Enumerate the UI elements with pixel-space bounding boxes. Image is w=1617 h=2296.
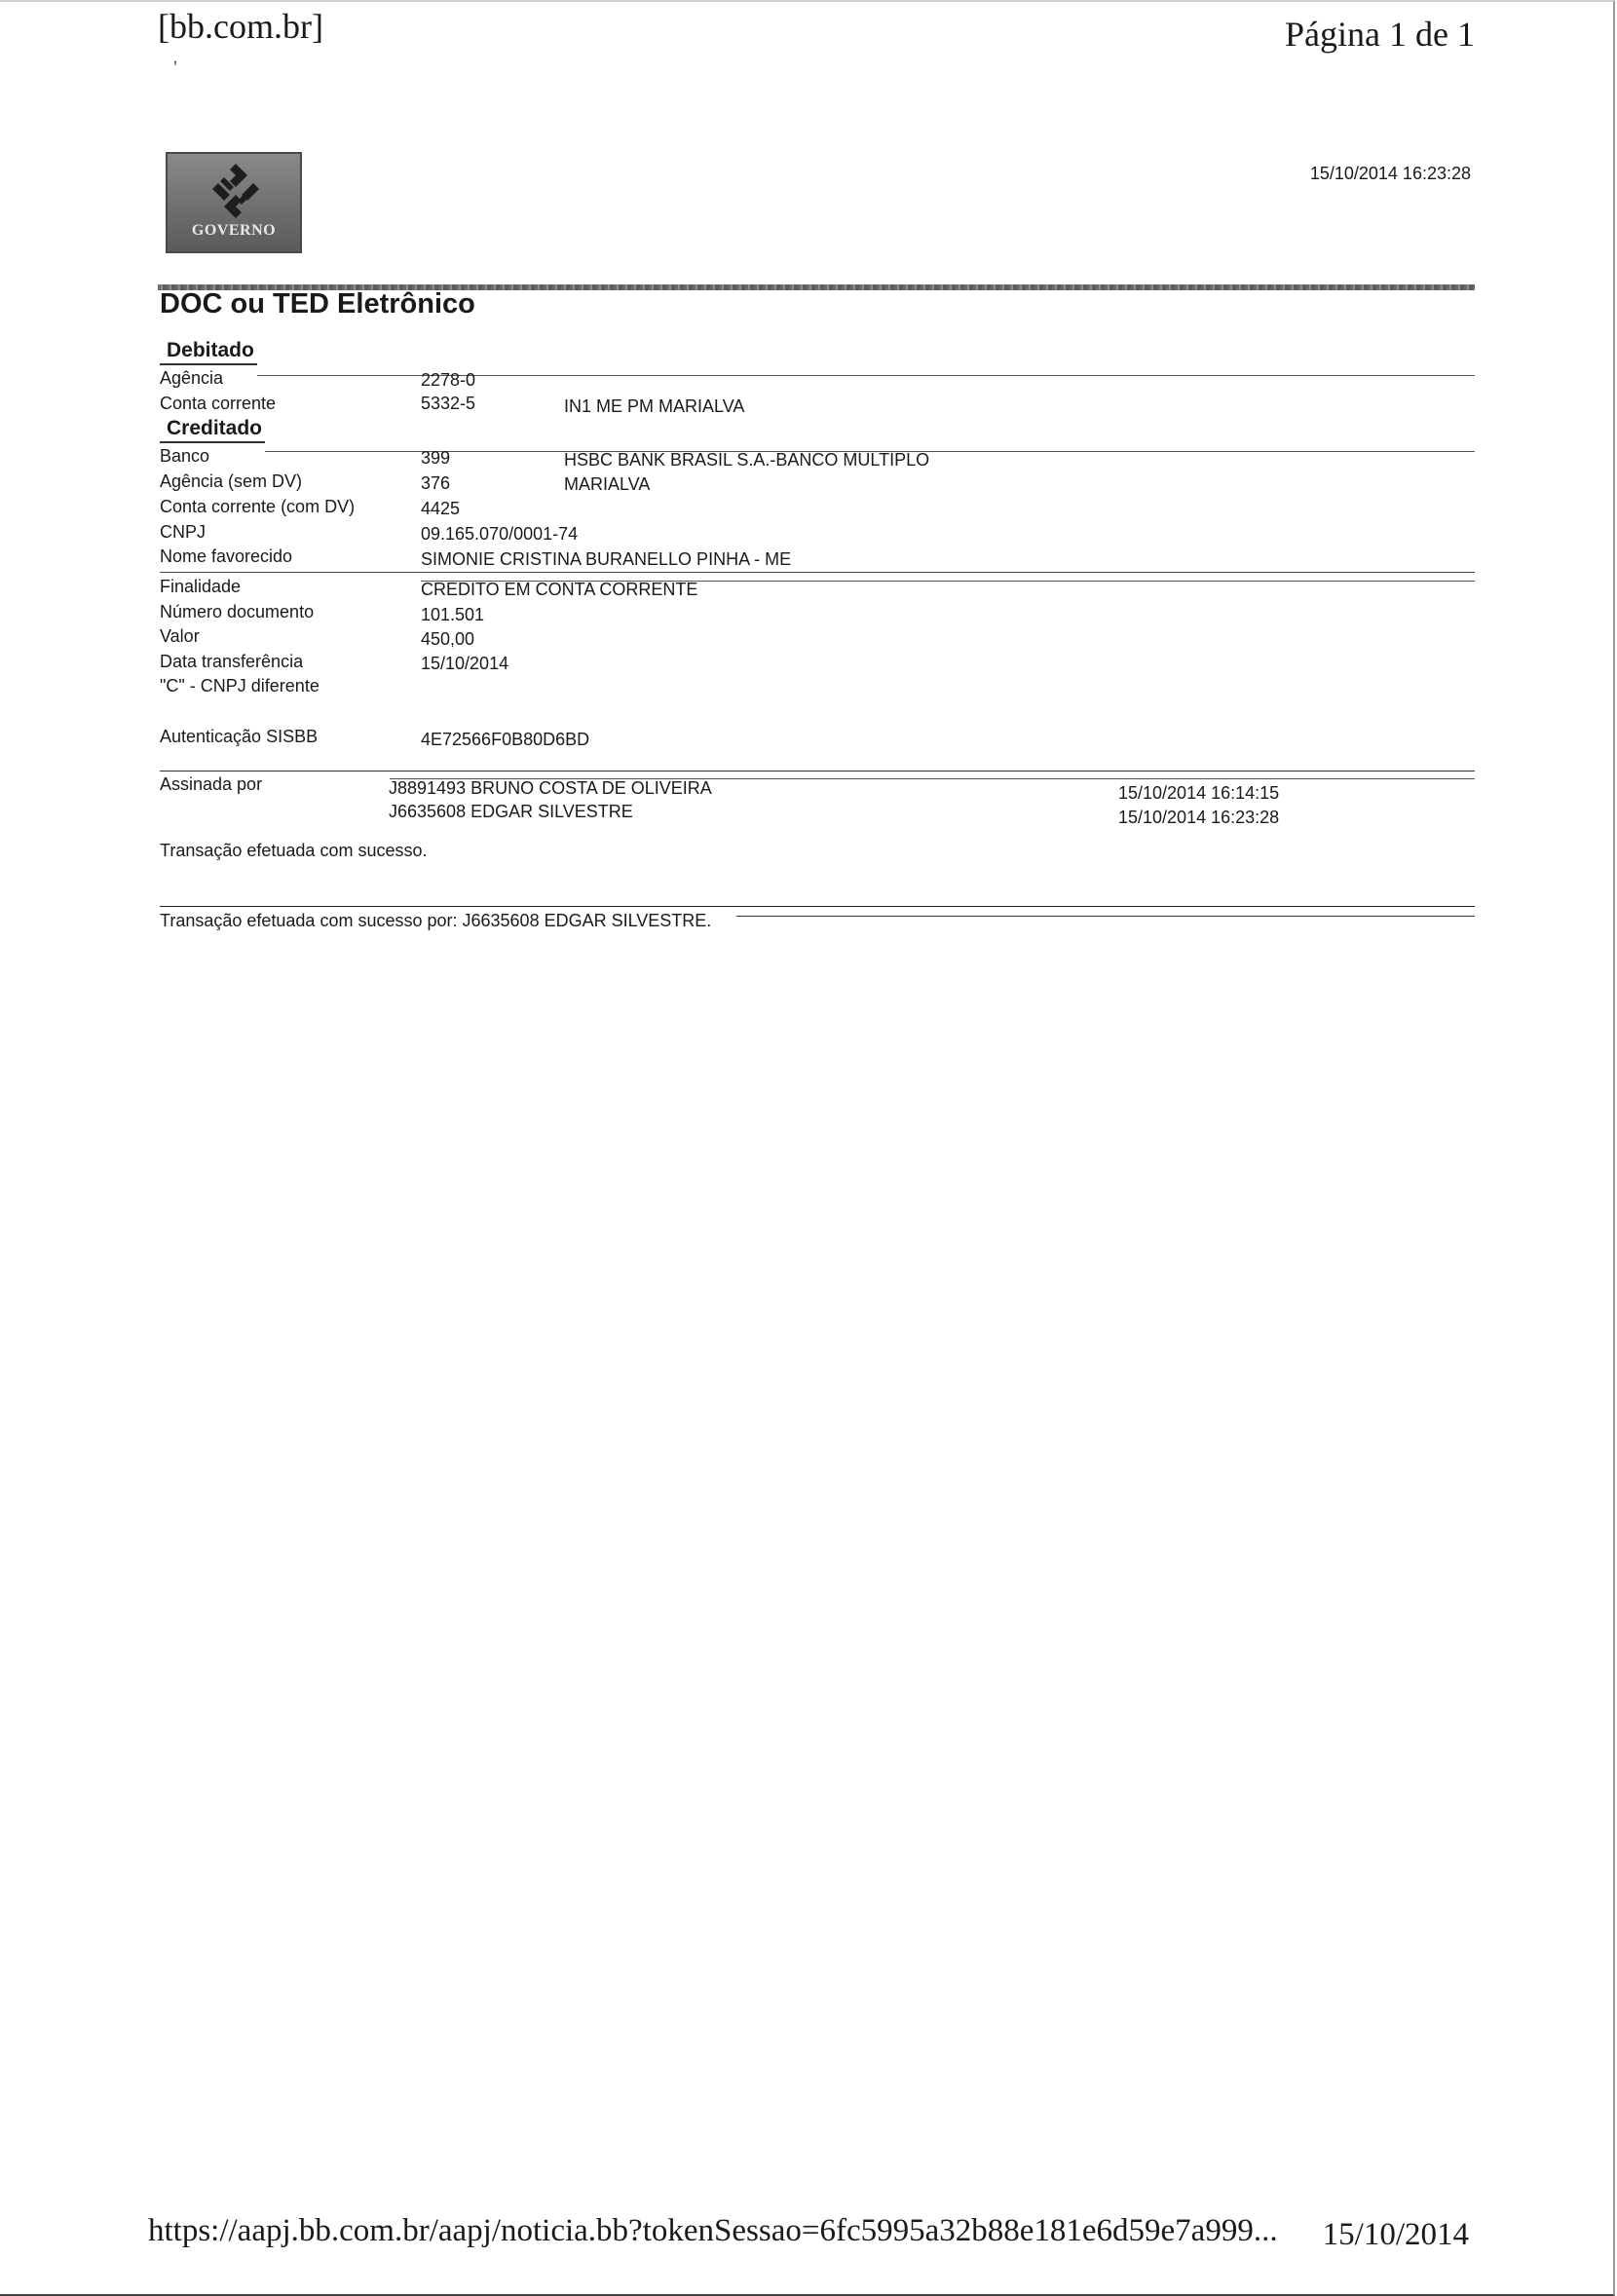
label-cnpj: CNPJ	[160, 522, 207, 542]
value-conta-corrente: 5332-5	[421, 394, 476, 413]
signer-datetime: 15/10/2014 16:23:28	[1118, 808, 1280, 827]
bank-logo	[166, 152, 302, 253]
print-footer-date: 15/10/2014	[1322, 2217, 1469, 2252]
print-header-page-indicator: Página 1 de 1	[1285, 15, 1475, 54]
value-valor: 450,00	[421, 629, 475, 649]
value-banco-nome: HSBC BANK BRASIL S.A.-BANCO MULTIPLO	[564, 450, 930, 470]
print-header-site: [bb.com.br]	[158, 7, 323, 46]
value-agencia: 2278-0	[421, 370, 476, 390]
value-nome-favorecido: SIMONIE CRISTINA BURANELLO PINHA - ME	[421, 549, 792, 569]
value-agencia-nome: MARIALVA	[564, 474, 651, 494]
divider	[160, 771, 1475, 772]
signer-name: J8891493 BRUNO COSTA DE OLIVEIRA	[389, 778, 712, 798]
value-autenticacao: 4E72566F0B80D6BD	[421, 730, 590, 749]
label-cnpj-diferente: "C" - CNPJ diferente	[160, 676, 320, 696]
signer-name: J6635608 EDGAR SILVESTRE	[389, 802, 633, 821]
label-nome-favorecido: Nome favorecido	[160, 546, 293, 566]
label-banco: Banco	[160, 446, 210, 466]
value-numero-documento: 101.501	[421, 605, 485, 624]
divider	[160, 572, 1475, 573]
divider	[736, 916, 1475, 917]
label-finalidade: Finalidade	[160, 577, 242, 596]
section-creditado: Creditado	[167, 417, 263, 439]
bb-logo-icon	[205, 162, 267, 220]
print-timestamp: 15/10/2014 16:23:28	[1309, 164, 1471, 183]
label-conta-com-dv: Conta corrente (com DV)	[160, 497, 356, 516]
divider	[160, 441, 265, 443]
signer-datetime: 15/10/2014 16:14:15	[1118, 783, 1280, 803]
label-autenticacao: Autenticação SISBB	[160, 727, 319, 746]
divider	[160, 363, 257, 365]
scan-mark: ʼ	[173, 58, 177, 78]
value-cnpj: 09.165.070/0001-74	[421, 524, 579, 544]
section-debitado: Debitado	[167, 339, 254, 361]
value-finalidade: CREDITO EM CONTA CORRENTE	[421, 580, 698, 599]
status-message: Transação efetuada com sucesso.	[160, 841, 428, 860]
status-by-message: Transação efetuada com sucesso por: J6635608 EDGAR SILVESTRE.	[160, 911, 712, 930]
document-title: DOC ou TED Eletrônico	[160, 288, 475, 320]
value-agencia-sem-dv: 376	[421, 473, 451, 493]
label-numero-documento: Número documento	[160, 602, 315, 621]
label-conta-corrente: Conta corrente	[160, 394, 277, 413]
label-agencia: Agência	[160, 368, 224, 388]
label-valor: Valor	[160, 626, 200, 646]
label-assinada-por: Assinada por	[160, 774, 263, 794]
divider	[160, 906, 1475, 907]
label-data-transferencia: Data transferência	[160, 652, 304, 671]
value-conta-com-dv: 4425	[421, 499, 461, 518]
print-footer-url: https://aapj.bb.com.br/aapj/noticia.bb?tokenSessao=6fc5995a32b88e181e6d59e7a999...	[148, 2213, 1278, 2248]
value-conta-titular: IN1 ME PM MARIALVA	[564, 396, 745, 416]
logo-text: GOVERNO	[191, 222, 277, 239]
value-banco: 399	[421, 448, 451, 468]
label-agencia-sem-dv: Agência (sem DV)	[160, 471, 303, 491]
value-data-transferencia: 15/10/2014	[421, 654, 509, 673]
